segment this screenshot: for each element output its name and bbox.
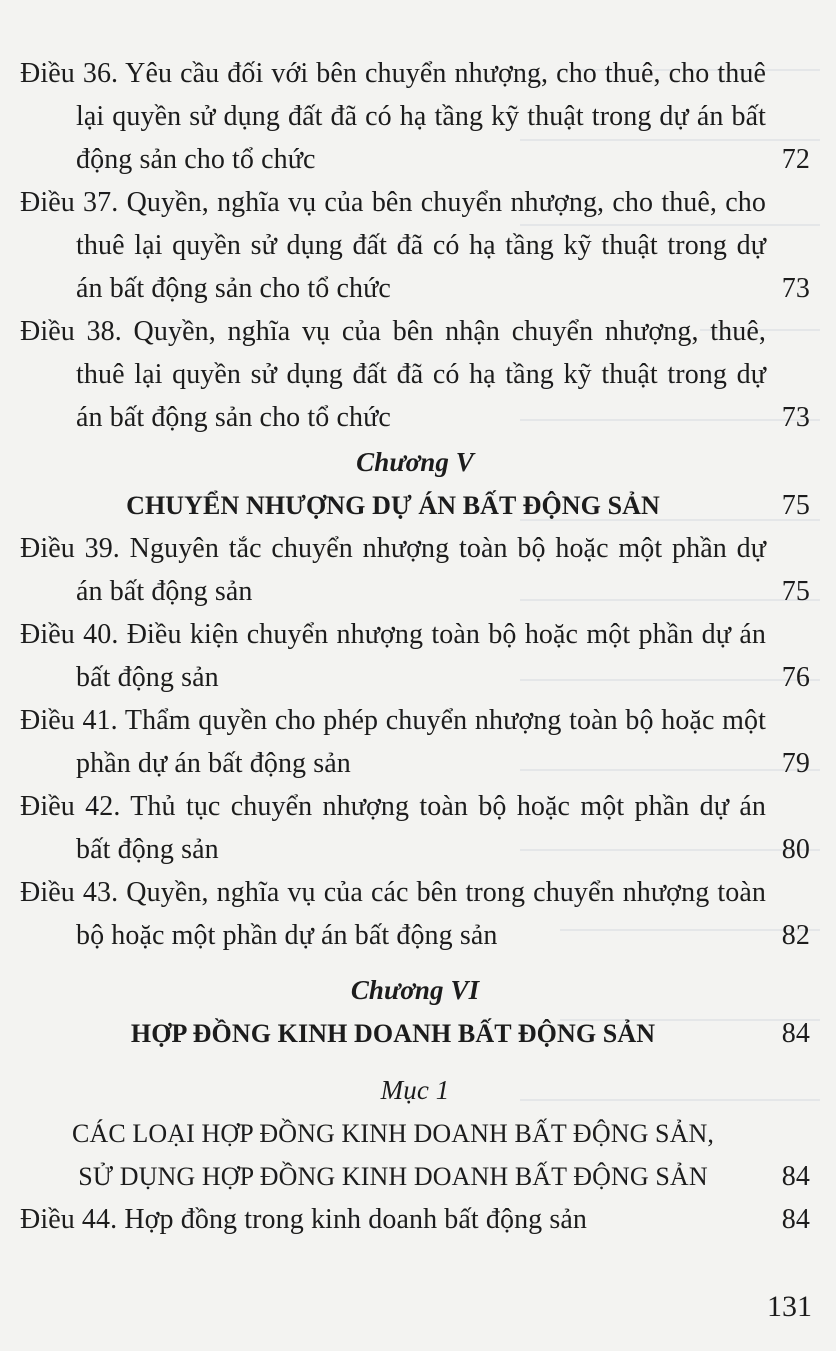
toc-entry-dieu-42[interactable] [20, 785, 810, 871]
chapter-6-title[interactable] [20, 1012, 810, 1055]
toc-entry-page: 73 [781, 402, 810, 433]
toc-entry-text: Điều 41. Thẩm quyền cho phép chuyển nhượng toàn bộ hoặc một phần dự án bất động sản [20, 705, 766, 779]
toc-entry-text: Điều 36. Yêu cầu đối với bên chuyển nhượng, cho thuê, cho thuê lại quyền sử dụng đất đã có hạ tầng kỹ thuật trong dự án bất động sản cho tổ chức [20, 58, 766, 175]
chapter-5-page: 75 [781, 490, 810, 521]
toc-entry-text: Điều 37. Quyền, nghĩa vụ của bên chuyển nhượng, cho thuê, cho thuê lại quyền sử dụng đất đã có hạ tầng kỹ thuật trong dự án bất động sản cho tổ chức [20, 187, 766, 304]
section-1-label: Mục 1 [380, 1075, 450, 1105]
toc-entry-text: Điều 39. Nguyên tắc chuyển nhượng toàn bộ hoặc một phần dự án bất động sản [20, 533, 766, 607]
toc-entry-page: 84 [781, 1204, 810, 1235]
section-1-title[interactable] [20, 1112, 810, 1198]
toc-entry-dieu-43[interactable] [20, 871, 810, 957]
chapter-5-title[interactable] [20, 484, 810, 527]
toc-entry-dieu-41[interactable] [20, 699, 810, 785]
chapter-6-page: 84 [781, 1018, 810, 1049]
toc-entry-text: Điều 42. Thủ tục chuyển nhượng toàn bộ hoặc một phần dự án bất động sản [20, 791, 766, 865]
chapter-5-label: Chương V [356, 447, 474, 477]
chapter-5-title-text: CHUYỂN NHƯỢNG DỰ ÁN BẤT ĐỘNG SẢN [126, 491, 660, 520]
toc-entry-page: 76 [781, 662, 810, 693]
toc-entry-page: 80 [781, 834, 810, 865]
toc-entry-page: 73 [781, 273, 810, 304]
section-1-title-line-1: CÁC LOẠI HỢP ĐỒNG KINH DOANH BẤT ĐỘNG SẢN, [72, 1119, 714, 1148]
toc-entry-dieu-37[interactable] [20, 181, 810, 310]
toc-entry-dieu-39[interactable] [20, 527, 810, 613]
toc-entry-dieu-36[interactable] [20, 52, 810, 181]
toc-entry-text: Điều 40. Điều kiện chuyển nhượng toàn bộ hoặc một phần dự án bất động sản [20, 619, 766, 693]
chapter-6-label: Chương VI [350, 975, 480, 1005]
toc-entry-dieu-40[interactable] [20, 613, 810, 699]
toc-entry-dieu-44[interactable] [20, 1198, 810, 1241]
spacer [20, 957, 810, 967]
section-1-page: 84 [781, 1161, 810, 1192]
toc-entry-dieu-38[interactable] [20, 310, 810, 439]
chapter-6-title-text: HỢP ĐỒNG KINH DOANH BẤT ĐỘNG SẢN [130, 1019, 656, 1048]
toc-entry-page: 72 [781, 144, 810, 175]
toc-entry-text: Điều 44. Hợp đồng trong kinh doanh bất động sản [20, 1204, 587, 1235]
toc-entry-page: 75 [781, 576, 810, 607]
toc-entry-text: Điều 38. Quyền, nghĩa vụ của bên nhận chuyển nhượng, thuê, thuê lại quyền sử dụng đất đã có hạ tầng kỹ thuật trong dự án bất động sản cho tổ chức [20, 316, 766, 433]
toc-entry-page: 79 [781, 748, 810, 779]
table-of-contents [20, 52, 810, 1241]
page-number: 131 [767, 1290, 812, 1323]
toc-entry-page: 82 [781, 920, 810, 951]
section-1-title-line-2: SỬ DỤNG HỢP ĐỒNG KINH DOANH BẤT ĐỘNG SẢN [78, 1162, 708, 1191]
toc-entry-text: Điều 43. Quyền, nghĩa vụ của các bên trong chuyển nhượng toàn bộ hoặc một phần dự án bất động sản [20, 877, 766, 951]
